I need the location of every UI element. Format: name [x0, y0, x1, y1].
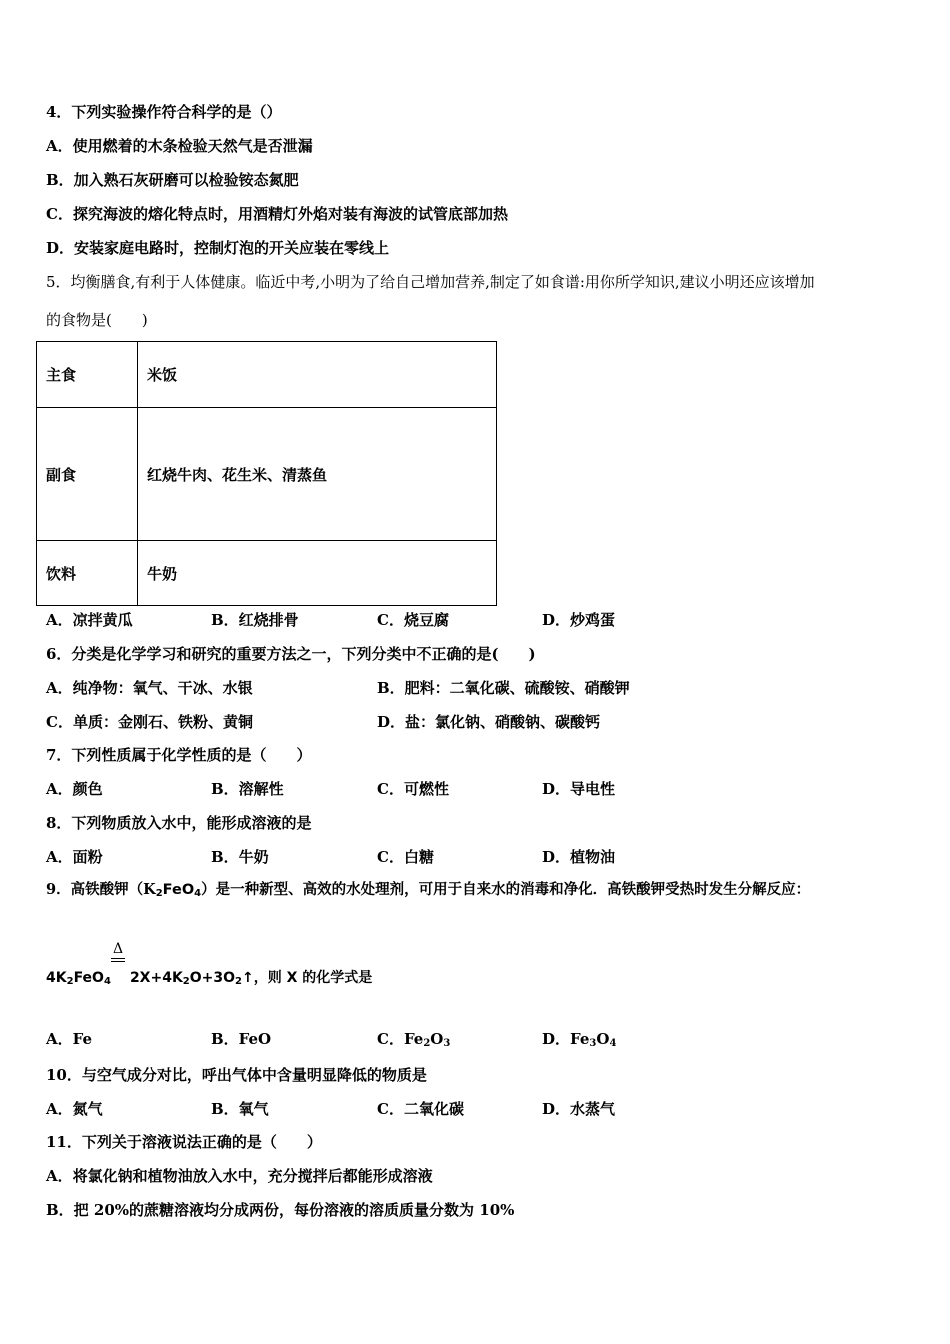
q4-option-c: C．探究海波的熔化特点时，用酒精灯外焰对装有海波的试管底部加热 [46, 205, 508, 223]
q9-stem-sub2: 4 [194, 888, 202, 899]
q10-option-b: B．氧气 [211, 1100, 269, 1118]
q9-option-c-text: C．Fe [377, 1030, 424, 1048]
q10-stem: 10．与空气成分对比，呼出气体中含量明显降低的物质是 [46, 1066, 427, 1084]
q5-stem-line1: 5．均衡膳食,有利于人体健康。临近中考,小明为了给自己增加营养,制定了如食谱:用你所学知识,建议小明还应该增加 [46, 273, 815, 291]
q6-option-b: B．肥料：二氧化碳、硫酸铵、硝酸钾 [377, 679, 630, 697]
eq-sub: 2 [66, 976, 74, 987]
eq-reactant: FeO [73, 970, 104, 986]
eq-tail: ↑，则 X 的化学式是 [242, 970, 373, 986]
q4-option-d: D．安装家庭电路时，控制灯泡的开关应装在零线上 [46, 239, 390, 257]
q10-option-a: A．氮气 [46, 1100, 103, 1118]
q5-option-d: D．炒鸡蛋 [542, 611, 616, 629]
q9-option-d [542, 1029, 616, 1049]
q6-option-a: A．纯净物：氧气、干冰、水银 [46, 679, 253, 697]
q9-equation [46, 968, 372, 988]
q7-option-a: A．颜色 [46, 780, 103, 798]
q8-option-d: D．植物油 [542, 848, 616, 866]
menu-items: 米饭 [138, 342, 497, 408]
q9-option-a [46, 1029, 92, 1049]
q6-stem: 6．分类是化学学习和研究的重要方法之一，下列分类中不正确的是( ) [46, 645, 536, 663]
equals-bar [111, 958, 125, 959]
q11-stem: 11．下列关于溶液说法正确的是（ ） [46, 1133, 322, 1151]
q11-option-b: B．把 20%的蔗糖溶液均分成两份，每份溶液的溶质质量分数为 10% [46, 1201, 515, 1219]
eq-sub: 2 [182, 976, 190, 987]
q8-option-b: B．牛奶 [211, 848, 269, 866]
q9-stem [46, 880, 810, 900]
q9-stem-sub1: 2 [155, 888, 163, 899]
q9-option-c-mid: O [430, 1030, 444, 1048]
q7-option-b: B．溶解性 [211, 780, 284, 798]
heat-condition-symbol: Δ [112, 941, 124, 957]
q6-option-d: D．盐：氯化钠、硝酸钠、碳酸钙 [377, 713, 601, 731]
q5-stem-line2: 的食物是( ) [46, 311, 148, 329]
q9-option-b [211, 1029, 271, 1049]
q7-option-d: D．导电性 [542, 780, 616, 798]
menu-category: 主食 [37, 342, 138, 408]
table-row [37, 342, 497, 408]
q9-option-d-sub: 4 [609, 1038, 617, 1049]
q9-option-d-sub: 3 [589, 1038, 597, 1049]
q9-stem-pre: 9．高铁酸钾（K [46, 881, 156, 898]
q7-option-c: C．可燃性 [377, 780, 449, 798]
q8-stem: 8．下列物质放入水中，能形成溶液的是 [46, 814, 312, 832]
equals-bar [111, 961, 125, 962]
q9-option-c [377, 1029, 450, 1049]
q11-option-a: A．将氯化钠和植物油放入水中，充分搅拌后都能形成溶液 [46, 1167, 433, 1185]
q5-option-c: C．烧豆腐 [377, 611, 449, 629]
q6-option-c: C．单质：金刚石、铁粉、黄铜 [46, 713, 253, 731]
menu-items: 牛奶 [138, 541, 497, 606]
q9-stem-post: ）是一种新型、高效的水处理剂，可用于自来水的消毒和净化．高铁酸钾受热时发生分解反应： [201, 881, 811, 898]
menu-category: 饮料 [37, 541, 138, 606]
eq-product: 2X+4K [129, 970, 183, 986]
table-row [37, 541, 497, 606]
q7-stem: 7．下列性质属于化学性质的是（ ） [46, 746, 312, 764]
q9-option-d-mid: O [596, 1030, 610, 1048]
q9-option-c-sub: 3 [443, 1038, 451, 1049]
q5-option-a: A．凉拌黄瓜 [46, 611, 133, 629]
q8-option-c: C．白糖 [377, 848, 434, 866]
q5-menu-table [36, 341, 497, 606]
q10-option-d: D．水蒸气 [542, 1100, 616, 1118]
table-row [37, 408, 497, 541]
eq-sub: 2 [235, 976, 243, 987]
q4-option-a: A．使用燃着的木条检验天然气是否泄漏 [46, 137, 313, 155]
q9-option-c-sub: 2 [423, 1038, 431, 1049]
eq-reactant: 4K [46, 970, 67, 986]
menu-items: 红烧牛肉、花生米、清蒸鱼 [138, 408, 497, 541]
q9-stem-mid: FeO [162, 882, 195, 898]
q9-option-a-text: A．Fe [46, 1030, 93, 1048]
q4-stem: 4．下列实验操作符合科学的是（） [46, 103, 282, 121]
heat-condition [111, 942, 125, 962]
q4-option-b: B．加入熟石灰研磨可以检验铵态氮肥 [46, 171, 299, 189]
q9-option-d-text: D．Fe [542, 1030, 590, 1048]
q9-option-b-text: B．FeO [211, 1030, 272, 1048]
eq-sub: 4 [103, 976, 111, 987]
q5-option-b: B．红烧排骨 [211, 611, 299, 629]
q10-option-c: C．二氧化碳 [377, 1100, 464, 1118]
q8-option-a: A．面粉 [46, 848, 103, 866]
eq-product: O+3O [189, 970, 236, 986]
menu-category: 副食 [37, 408, 138, 541]
